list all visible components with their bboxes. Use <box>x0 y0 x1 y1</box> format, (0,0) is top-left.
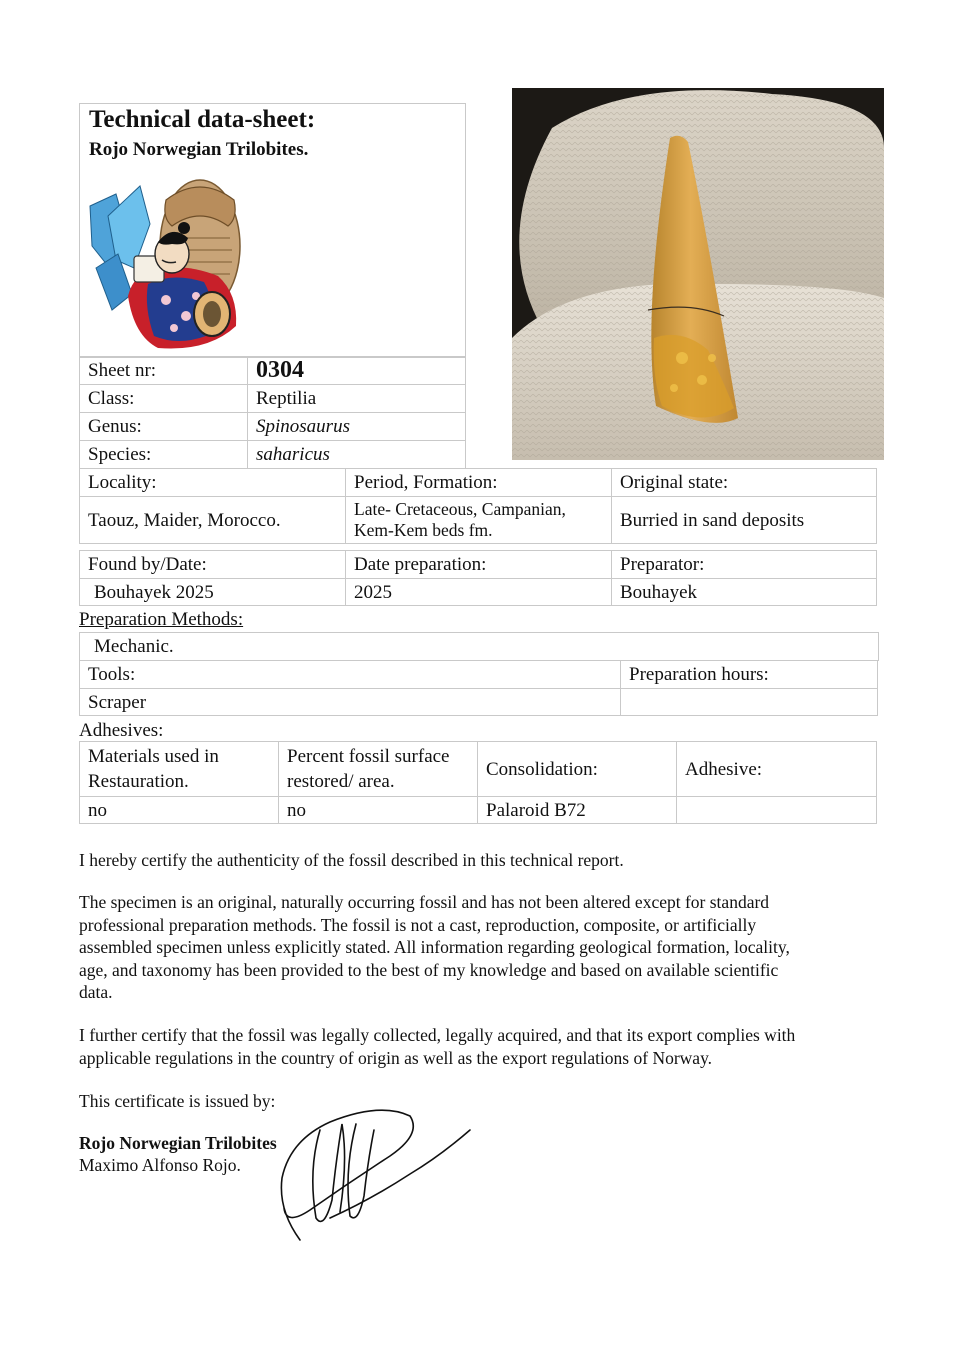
consolidation-label: Consolidation: <box>477 741 677 797</box>
period-value-line2: Kem-Kem beds fm. <box>354 520 493 540</box>
adhesive-value <box>676 796 877 824</box>
certification-p2-line5: data. <box>79 982 113 1002</box>
issuer-company: Rojo Norwegian Trilobites <box>79 1133 277 1153</box>
period-value <box>345 496 612 544</box>
materials-label <box>79 741 279 797</box>
certification-p1: I hereby certify the authenticity of the fossil described in this technical report. <box>79 850 624 870</box>
certification-p2-line1: The specimen is an original, naturally occurring fossil and has not been altered except for standard <box>79 892 770 912</box>
found-label: Found by/Date: <box>79 550 346 579</box>
sheet-number: 0304 <box>247 356 466 385</box>
tools-value: Scraper <box>79 688 621 716</box>
certification-p2 <box>79 891 879 1004</box>
period-value-line1: Late- Cretaceous, Campanian, <box>354 499 566 519</box>
class-value: Reptilia <box>247 384 466 413</box>
adhesive-label: Adhesive: <box>676 741 877 797</box>
sheet-label: Sheet nr: <box>79 356 248 385</box>
preparator-label: Preparator: <box>611 550 877 579</box>
percent-label <box>278 741 478 797</box>
certification-p2-line3: assembled specimen unless explicitly stated. All information regarding geological formation, locality, <box>79 937 790 957</box>
state-value: Burried in sand deposits <box>611 496 877 544</box>
species-label: Species: <box>79 440 248 469</box>
preparator-value: Bouhayek <box>611 578 877 606</box>
found-value: Bouhayek 2025 <box>79 578 346 606</box>
genus-label: Genus: <box>79 412 248 441</box>
locality-value: Taouz, Maider, Morocco. <box>79 496 346 544</box>
percent-label-line2: restored/ area. <box>287 771 395 792</box>
issued-by: This certificate is issued by: <box>79 1091 276 1111</box>
issuer-person: Maximo Alfonso Rojo. <box>79 1155 241 1175</box>
class-label: Class: <box>79 384 248 413</box>
materials-label-line2: Restauration. <box>88 771 189 792</box>
methods-heading: Preparation Methods: <box>79 609 244 630</box>
handwritten-signature <box>270 1100 480 1250</box>
materials-label-line1: Materials used in <box>88 746 219 767</box>
consolidation-value: Palaroid B72 <box>477 796 677 824</box>
adhesives-heading: Adhesives: <box>79 720 164 741</box>
methods-value: Mechanic. <box>79 632 879 661</box>
percent-value: no <box>278 796 478 824</box>
trilobite-samurai-logo <box>88 176 248 354</box>
certification-p2-line2: professional preparation methods. The fossil is not a cast, reproduction, composite, or artificially <box>79 914 757 935</box>
prep-date-value: 2025 <box>345 578 612 606</box>
prep-date-label: Date preparation: <box>345 550 612 579</box>
fossil-tooth-photo <box>512 88 884 460</box>
materials-value: no <box>79 796 279 824</box>
percent-label-line1: Percent fossil surface <box>287 746 450 767</box>
species-value: saharicus <box>247 440 466 469</box>
certification-p3-line1: I further certify that the fossil was legally collected, legally acquired, and that its export complies with <box>79 1025 796 1045</box>
period-label: Period, Formation: <box>345 468 612 497</box>
locality-label: Locality: <box>79 468 346 497</box>
state-label: Original state: <box>611 468 877 497</box>
hours-value <box>620 688 878 716</box>
company-name: Rojo Norwegian Trilobites. <box>89 139 309 160</box>
certification-p2-line4: age, and taxonomy has been provided to the best of my knowledge and based on available scientific <box>79 959 779 980</box>
page-title: Technical data-sheet: <box>89 106 316 133</box>
certification-p3-line2: applicable regulations in the country of origin as well as the export regulations of Norway. <box>79 1047 713 1068</box>
tools-label: Tools: <box>79 660 621 689</box>
genus-value: Spinosaurus <box>247 412 466 441</box>
certification-p3 <box>79 1024 879 1069</box>
hours-label: Preparation hours: <box>620 660 878 689</box>
